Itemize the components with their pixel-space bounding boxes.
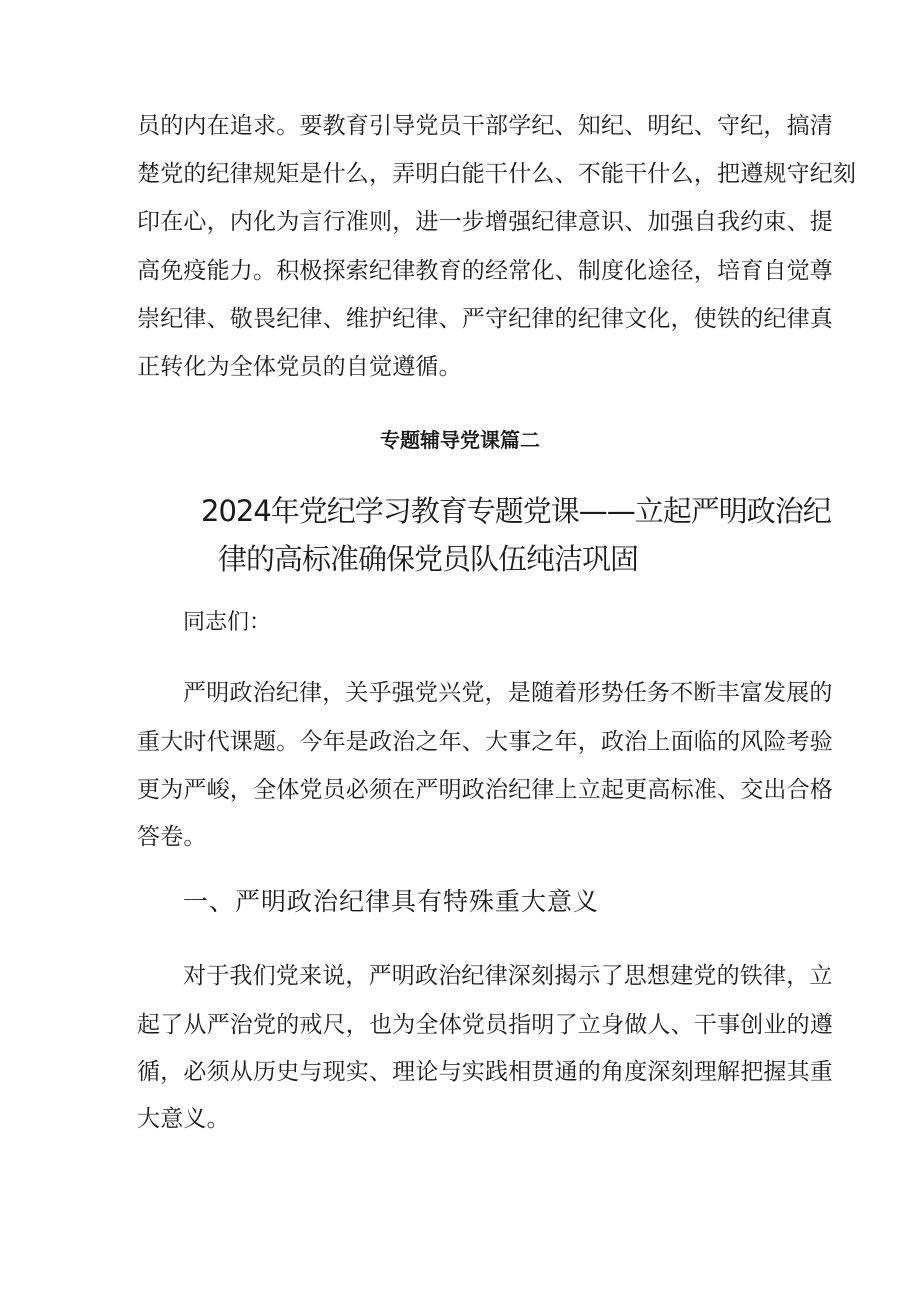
paragraph-line: 起了从严治党的戒尺，也为全体党员指明了立身做人、干事创业的遵 xyxy=(137,1012,833,1038)
paragraph-line: 正转化为全体党员的自觉遵循。 xyxy=(137,354,462,380)
paragraph-line: 对于我们党来说，严明政治纪律深刻揭示了思想建党的铁律，立 xyxy=(183,963,833,989)
paragraph-line: 印在心，内化为言行准则，进一步增强纪律意识、加强自我约束、提 xyxy=(137,209,833,235)
paragraph-line: 循，必须从历史与现实、理论与实践相贯通的角度深刻理解把握其重 xyxy=(137,1059,833,1085)
paragraph-line: 更为严峻，全体党员必须在严明政治纪律上立起更高标准、交出合格 xyxy=(137,777,833,803)
paragraph-line: 严明政治纪律，关乎强党兴党，是随着形势任务不断丰富发展的 xyxy=(183,680,833,706)
paragraph-line: 员的内在追求。要教育引导党员干部学纪、知纪、明纪、守纪，搞清 xyxy=(137,113,833,139)
paragraph-line: 高免疫能力。积极探索纪律教育的经常化、制度化途径，培育自觉尊 xyxy=(137,258,833,284)
main-title-line-1: 2024年党纪学习教育专题党课——立起严明政治纪 xyxy=(201,494,831,528)
paragraph-line: 崇纪律、敬畏纪律、维护纪律、严守纪律的纪律文化，使铁的纪律真 xyxy=(137,306,833,332)
salutation: 同志们： xyxy=(183,610,272,635)
section-heading-1: 一、严明政治纪律具有特殊重大意义 xyxy=(183,887,600,916)
section-title: 专题辅导党课篇二 xyxy=(380,428,540,452)
paragraph-line: 答卷。 xyxy=(137,824,207,850)
paragraph-line: 大意义。 xyxy=(137,1106,230,1132)
main-title-line-2: 律的高标准确保党员队伍纯洁巩固 xyxy=(218,542,639,576)
paragraph-line: 楚党的纪律规矩是什么，弄明白能干什么、不能干什么，把遵规守纪刻 xyxy=(137,161,857,187)
paragraph-line: 重大时代课题。今年是政治之年、大事之年，政治上面临的风险考验 xyxy=(137,729,833,755)
